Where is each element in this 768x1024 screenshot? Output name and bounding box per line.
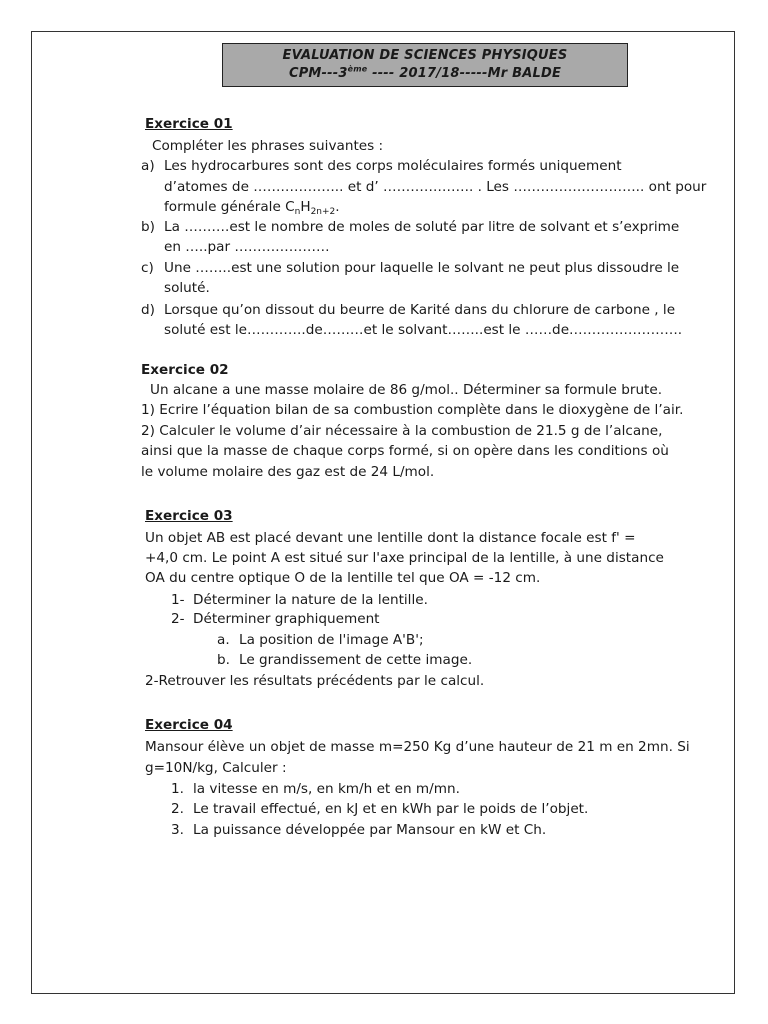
ex1-d-line2: soluté est le………….de………et le solvant……..est le ……de……………………. bbox=[164, 322, 683, 338]
title-class-sup: ème bbox=[347, 64, 368, 74]
ex1-d-line1: Lorsque qu’on dissout du beurre de Karité dans du chlorure de carbone , le bbox=[164, 302, 676, 318]
ex4-q2: Le travail effectué, en kJ et en kWh par le poids de l’objet. bbox=[193, 801, 589, 817]
ex1-d-label: d) bbox=[141, 302, 155, 318]
ex1-a-line1: Les hydrocarbures sont des corps moléculaires formés uniquement bbox=[164, 158, 622, 174]
ex1-a-label: a) bbox=[141, 158, 155, 174]
ex1-b-line1: La ……….est le nombre de moles de soluté par litre de solvant et s’exprime bbox=[164, 219, 680, 235]
ex4-line2: g=10N/kg, Calculer : bbox=[145, 760, 287, 776]
ex2-line1: Un alcane a une masse molaire de 86 g/mol.. Déterminer sa formule brute. bbox=[150, 382, 663, 398]
ex4-title: Exercice 04 bbox=[145, 717, 233, 733]
ex3-q2: Déterminer graphiquement bbox=[193, 611, 380, 627]
ex1-formula-sub-n: n bbox=[294, 207, 301, 217]
ex3-qa: La position de l'image A'B'; bbox=[239, 632, 424, 648]
ex3-line-end: 2-Retrouver les résultats précédents par le calcul. bbox=[145, 673, 485, 689]
ex2-line4: ainsi que la masse de chaque corps formé, si on opère dans les conditions où bbox=[141, 443, 669, 459]
ex1-intro: Compléter les phrases suivantes : bbox=[152, 138, 384, 154]
ex3-qb-label: b. bbox=[217, 652, 230, 668]
ex4-q1: la vitesse en m/s, en km/h et en m/mn. bbox=[193, 781, 460, 797]
ex3-line1: Un objet AB est placé devant une lentille dont la distance focale est f' = bbox=[145, 530, 636, 546]
ex4-line1: Mansour élève un objet de masse m=250 Kg d’une hauteur de 21 m en 2mn. Si bbox=[145, 739, 690, 755]
title-line-1: EVALUATION DE SCIENCES PHYSIQUES bbox=[282, 48, 568, 63]
ex3-q2-label: 2- bbox=[171, 611, 185, 627]
ex3-q1: Déterminer la nature de la lentille. bbox=[193, 592, 428, 608]
ex4-q3-label: 3. bbox=[171, 822, 184, 838]
ex1-c-label: c) bbox=[141, 260, 154, 276]
ex3-line2: +4,0 cm. Le point A est situé sur l'axe principal de la lentille, à une distance bbox=[145, 550, 664, 566]
ex1-formula-h: H bbox=[300, 199, 311, 215]
ex1-c-line1: Une ……..est une solution pour laquelle le solvant ne peut plus dissoudre le bbox=[164, 260, 680, 276]
title-line-2 bbox=[223, 65, 627, 83]
ex1-formula-pre: formule générale C bbox=[164, 199, 295, 215]
ex1-b-label: b) bbox=[141, 219, 155, 235]
ex3-line3: OA du centre optique O de la lentille tel que OA = -12 cm. bbox=[145, 570, 541, 586]
ex1-formula-sub-2n2: 2n+2 bbox=[310, 207, 336, 217]
ex1-b-line2: en …..par ………………… bbox=[164, 239, 330, 255]
ex1-formula-end: . bbox=[335, 199, 340, 215]
ex2-title: Exercice 02 bbox=[141, 362, 229, 378]
ex3-q1-label: 1- bbox=[171, 592, 185, 608]
title-class: CPM---3 bbox=[288, 66, 348, 81]
ex2-line5: le volume molaire des gaz est de 24 L/mol. bbox=[141, 464, 435, 480]
ex3-qa-label: a. bbox=[217, 632, 230, 648]
ex4-q3: La puissance développée par Mansour en kW et Ch. bbox=[193, 822, 547, 838]
ex1-c-line2: soluté. bbox=[164, 280, 210, 296]
ex4-q1-label: 1. bbox=[171, 781, 184, 797]
ex2-line2: 1) Ecrire l’équation bilan de sa combustion complète dans le dioxygène de l’air. bbox=[141, 402, 684, 418]
ex3-title: Exercice 03 bbox=[145, 508, 233, 524]
title-year-author: ---- 2017/18-----Mr BALDE bbox=[367, 66, 562, 81]
title-box bbox=[222, 43, 628, 87]
ex3-qb: Le grandissement de cette image. bbox=[239, 652, 473, 668]
ex1-title: Exercice 01 bbox=[145, 116, 233, 132]
ex1-a-line2: d’atomes de ……………….. et d’ ……………….. . Les ……………………….. ont pour bbox=[164, 179, 707, 195]
ex2-line3: 2) Calculer le volume d’air nécessaire à la combustion de 21.5 g de l’alcane, bbox=[141, 423, 663, 439]
ex4-q2-label: 2. bbox=[171, 801, 184, 817]
